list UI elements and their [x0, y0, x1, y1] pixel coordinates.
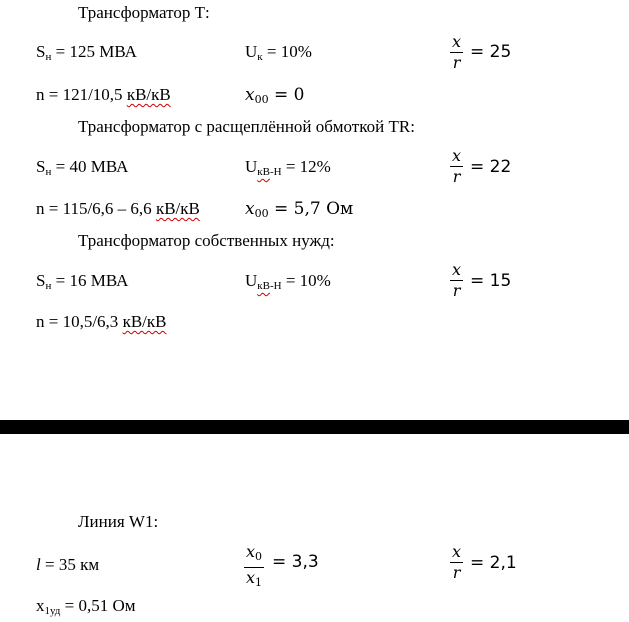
- line-w1-x0x1-fraction: [244, 542, 264, 593]
- transformer-tr-xr-value: = 22: [470, 157, 512, 177]
- fraction-numerator: x: [452, 542, 462, 561]
- s-subscript: н: [45, 166, 52, 178]
- u-value: = 12%: [281, 157, 331, 176]
- fraction-denominator: r: [452, 281, 461, 300]
- s-value: = 125 МВА: [51, 42, 137, 61]
- fraction-denominator: [244, 568, 264, 593]
- line-w1-title: Линия W1:: [78, 512, 159, 531]
- line-w1-xr-value: = 2,1: [470, 553, 517, 573]
- s-value: = 40 МВА: [51, 157, 129, 176]
- transformer-tr-ratio: [36, 199, 200, 219]
- line-w1-x0x1-value: = 3,3: [272, 552, 319, 572]
- transformer-aux-xr-value: = 15: [470, 271, 512, 291]
- u-subscript-b: -Н: [269, 166, 282, 178]
- ratio-text: n = 115/6,6 – 6,6: [36, 199, 156, 218]
- transformer-aux-title: Трансформатор собственных нужд:: [78, 231, 335, 250]
- transformer-aux-ratio: [36, 312, 166, 332]
- transformer-aux-power: [36, 271, 128, 296]
- ratio-unit: кВ/кВ: [122, 312, 167, 331]
- x-symbol: x: [245, 85, 255, 105]
- x-subscript: 00: [254, 93, 269, 106]
- fraction-numerator: x: [452, 146, 462, 165]
- u-subscript-a: кВ: [257, 280, 270, 292]
- transformer-t-ratio: [36, 85, 171, 105]
- u-value: = 10%: [281, 271, 331, 290]
- s-value: = 16 МВА: [51, 271, 129, 290]
- transformer-tr-voltage: [245, 157, 331, 182]
- u-subscript: к: [257, 51, 263, 63]
- u-subscript: [257, 166, 281, 178]
- numerator-subscript: 0: [255, 550, 263, 563]
- fraction-numerator: x: [452, 32, 462, 51]
- transformer-aux-xr-fraction: [450, 260, 463, 301]
- ratio-text: n = 10,5/6,3: [36, 312, 123, 331]
- ratio-unit: кВ/кВ: [155, 199, 200, 218]
- transformer-t-power: [36, 42, 137, 67]
- s-subscript: н: [45, 51, 52, 63]
- x-value: = 5,7 Ом: [268, 199, 354, 219]
- denominator-subscript: 1: [255, 576, 263, 589]
- ratio-unit: кВ/кВ: [126, 85, 171, 104]
- u-symbol: U: [245, 271, 258, 290]
- x-value: = 0: [268, 85, 305, 105]
- fraction-denominator: r: [452, 167, 461, 186]
- l-symbol: l: [36, 555, 41, 574]
- denominator-symbol: x: [246, 568, 256, 587]
- transformer-tr-x00: [245, 199, 353, 224]
- x-symbol: x: [245, 199, 255, 219]
- transformer-aux-voltage: [245, 271, 331, 296]
- fraction-numerator: x: [452, 260, 462, 279]
- transformer-tr-power: [36, 157, 128, 182]
- transformer-t-title: Трансформатор Т:: [78, 3, 210, 22]
- u-value: = 10%: [262, 42, 312, 61]
- line-w1-xr-fraction: [450, 542, 463, 583]
- u-symbol: U: [245, 42, 258, 61]
- transformer-t-xr-value: = 25: [470, 42, 512, 62]
- numerator-symbol: x: [246, 542, 256, 561]
- transformer-t-voltage: [245, 42, 312, 67]
- s-symbol: S: [36, 157, 46, 176]
- s-symbol: S: [36, 271, 46, 290]
- u-subscript-b: -Н: [269, 280, 282, 292]
- fraction-numerator: [244, 542, 264, 567]
- transformer-tr-xr-fraction: [450, 146, 463, 187]
- page-break-bar: [0, 420, 629, 434]
- s-symbol: S: [36, 42, 46, 61]
- fraction-denominator: r: [452, 53, 461, 72]
- x-subscript: 00: [254, 207, 269, 220]
- u-symbol: U: [245, 157, 258, 176]
- u-subscript-a: кВ: [257, 166, 270, 178]
- x-symbol: x: [36, 596, 45, 615]
- transformer-tr-title: Трансформатор с расщеплённой обмоткой TR:: [78, 117, 415, 136]
- x-subscript: 1уд: [44, 605, 61, 617]
- transformer-t-x00: [245, 85, 304, 110]
- ratio-text: n = 121/10,5: [36, 85, 127, 104]
- document-page-2: [0, 434, 629, 622]
- fraction-denominator: r: [452, 563, 461, 582]
- line-w1-x1ud: [36, 596, 136, 621]
- s-subscript: н: [45, 280, 52, 292]
- x-value: = 0,51 Ом: [60, 596, 136, 615]
- u-subscript: [257, 280, 281, 292]
- line-w1-length: [36, 555, 99, 575]
- l-value: = 35 км: [40, 555, 100, 574]
- transformer-t-xr-fraction: [450, 32, 463, 73]
